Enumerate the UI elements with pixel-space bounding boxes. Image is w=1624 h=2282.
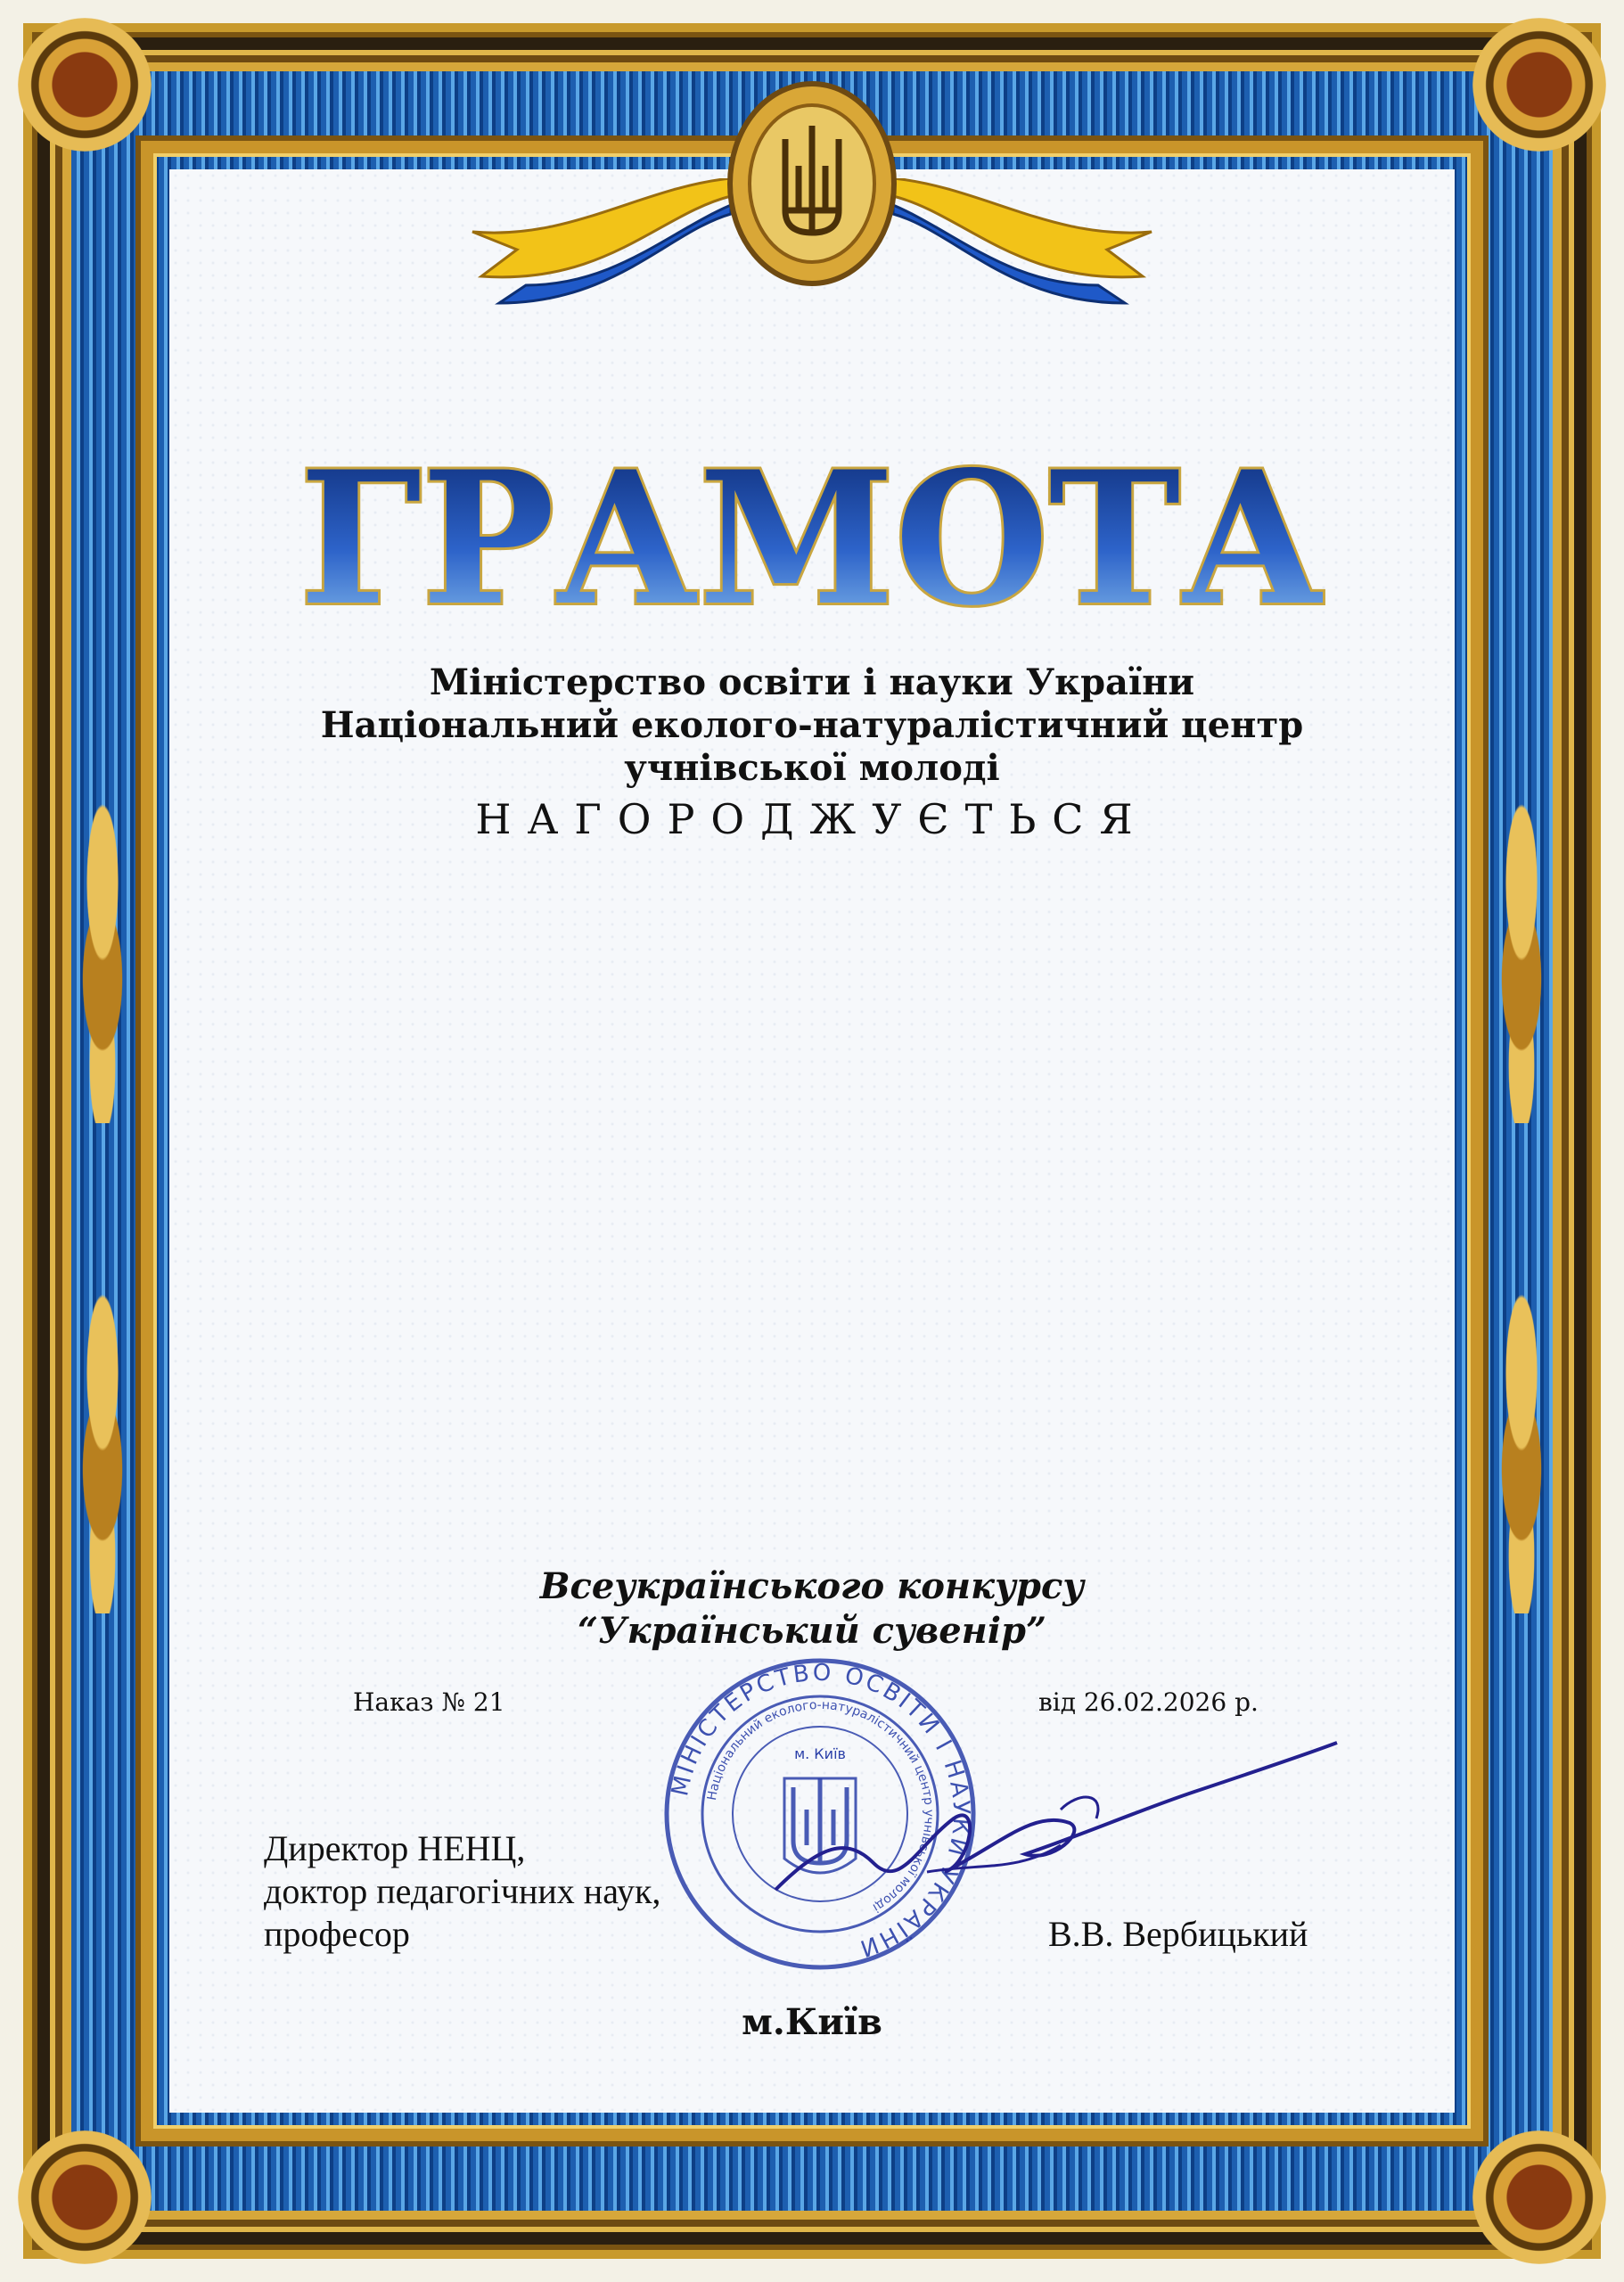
- ribbon-right-icon: [875, 178, 1161, 312]
- issuer-line-youth: учнівської молоді: [624, 747, 1000, 789]
- title-text: ГРАМОТА: [299, 433, 1325, 638]
- side-ornament-right: [1472, 802, 1571, 1123]
- order-date: від 26.02.2026 р.: [1038, 1687, 1259, 1717]
- contest-line-2: “Український сувенір”: [577, 1610, 1046, 1652]
- stamp-inner-text: Національний еколого-натуралістичний центр учнівської молоді: [704, 1697, 937, 1915]
- contest-line-1: Всеукраїнського конкурсу: [539, 1565, 1085, 1607]
- stamp-outer-text: МІНІСТЕРСТВО ОСВІТИ І НАУКИ УКРАЇНИ: [667, 1659, 975, 1963]
- signature-icon: [767, 1738, 1346, 1917]
- coat-of-arms-icon: [723, 77, 901, 291]
- title-svg: [286, 433, 1338, 638]
- stamp-city-text: м. Київ: [794, 1745, 846, 1762]
- issuer-line-ministry: Міністерство освіти і науки України: [429, 661, 1195, 703]
- director-block: [264, 1827, 660, 1956]
- issuer-line-center: Національний еколого-натуралістичний центр: [320, 704, 1304, 746]
- city: м.Київ: [742, 2001, 882, 2043]
- corner-ornament-top-left: [18, 18, 152, 152]
- corner-ornament-bottom-right: [1472, 2130, 1606, 2264]
- corner-ornament-top-right: [1472, 18, 1606, 152]
- award-verb: НАГОРОДЖУЄТЬСЯ: [475, 795, 1149, 843]
- side-ornament-left: [53, 802, 152, 1123]
- issuer-block: [0, 661, 1624, 790]
- certificate-title: [0, 433, 1624, 638]
- corner-ornament-bottom-left: [18, 2130, 152, 2264]
- director-rank: професор: [264, 1914, 410, 1954]
- director-title: Директор НЕНЦ,: [264, 1828, 526, 1868]
- director-degree: доктор педагогічних наук,: [264, 1871, 661, 1911]
- contest-block: [0, 1564, 1624, 1654]
- signer-name: В.В. Вербицький: [1048, 1914, 1308, 1954]
- order-number: Наказ № 21: [353, 1687, 505, 1717]
- ribbon-left-icon: [463, 178, 749, 312]
